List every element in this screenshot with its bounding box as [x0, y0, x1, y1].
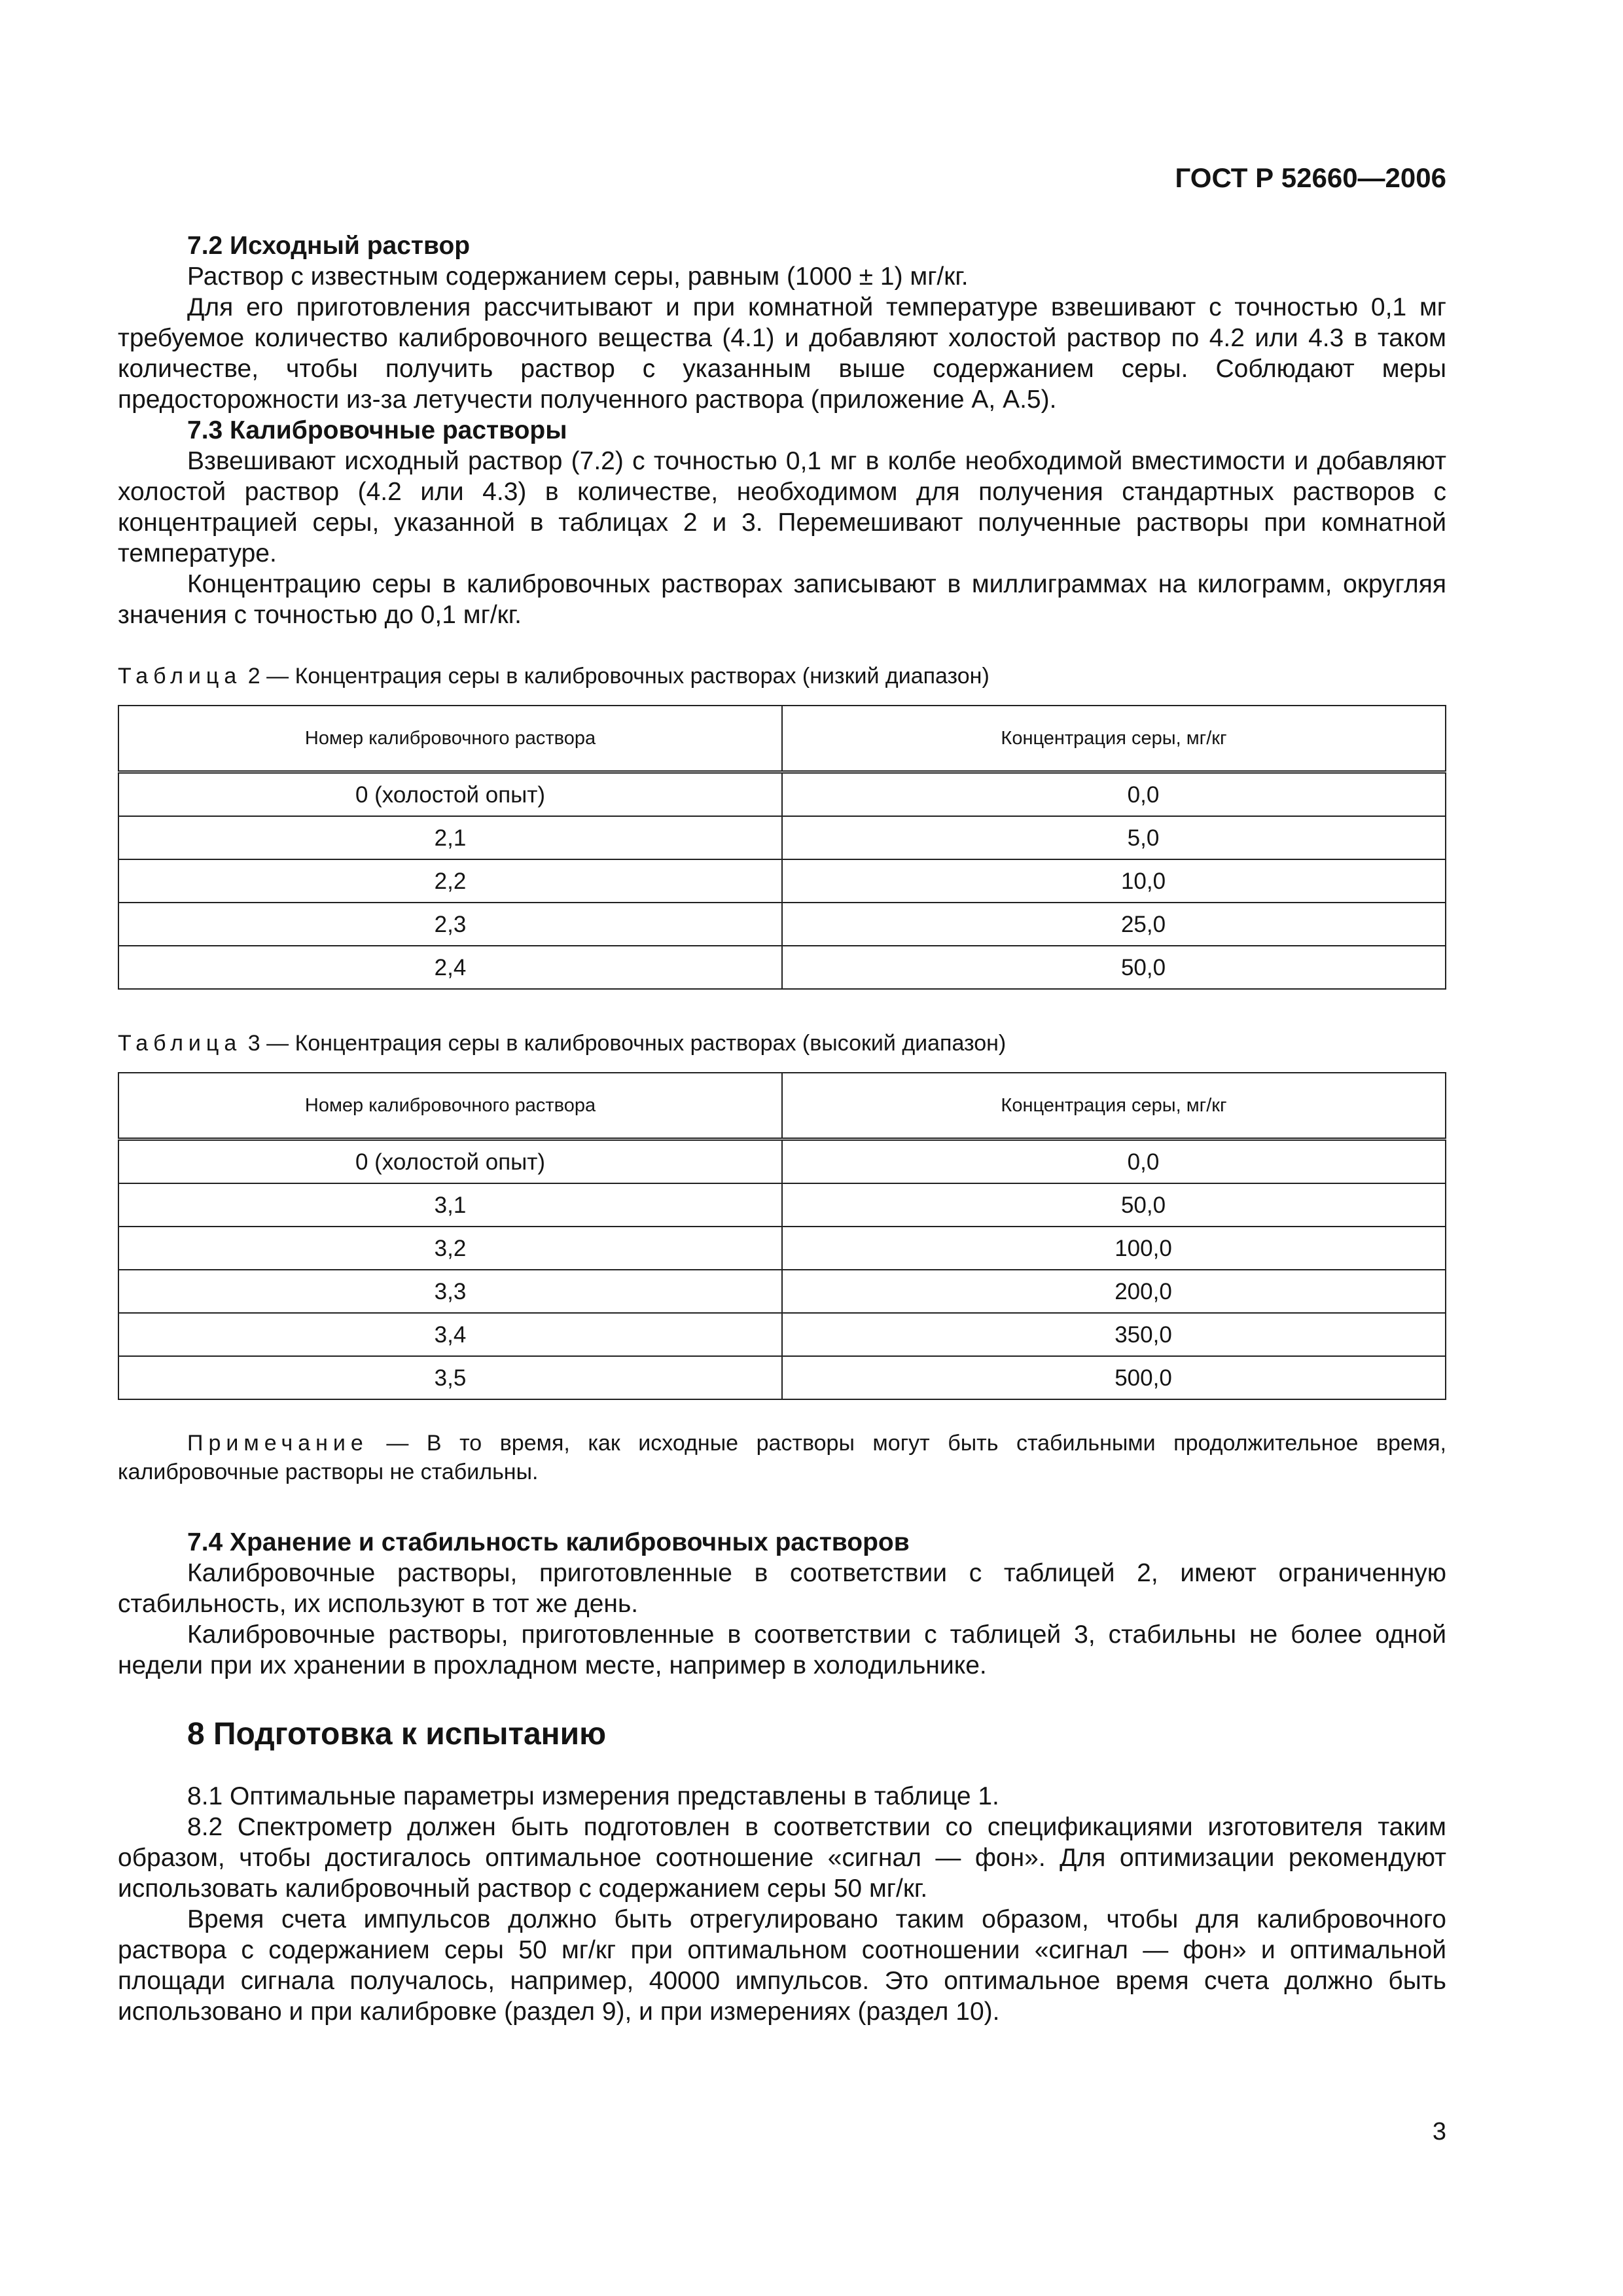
- cell-sulfur-concentration: 350,0: [782, 1313, 1446, 1356]
- section-7-3-paragraph-2: Концентрацию серы в калибровочных растворах записывают в миллиграммах на килограмм, округляя значения с точностью до 0,1 мг/кг.: [118, 570, 1446, 629]
- table-2-body: [118, 772, 1446, 990]
- table-3: [118, 1072, 1446, 1400]
- table-3-header-concentration: Концентрация серы, мг/кг: [782, 1073, 1446, 1139]
- cell-sulfur-concentration: 50,0: [782, 1183, 1446, 1227]
- section-8-paragraph-2: 8.2 Спектрометр должен быть подготовлен в соответствии со спецификациями изготовителя таким образом, чтобы достигалось оптимальное соотношение «сигнал — фон». Для оптимизации рекомендуют использовать калибровочный раствор с содержанием серы 50 мг/кг.: [118, 1813, 1446, 1903]
- cell-solution-number: 0 (холостой опыт): [118, 1139, 782, 1184]
- cell-sulfur-concentration: 50,0: [782, 946, 1446, 989]
- note-text: — В то время, как исходные растворы могут быть стабильными продолжительное время, калибровочные растворы не стабильны.: [118, 1431, 1447, 1484]
- section-7-4-heading: 7.4 Хранение и стабильность калибровочных растворов: [187, 1528, 910, 1556]
- note: [118, 1429, 1446, 1486]
- note-label: Примечание: [187, 1431, 368, 1456]
- table-3-body: [118, 1139, 1446, 1400]
- table-3-label: Таблица: [118, 1031, 242, 1056]
- section-7-3-heading: 7.3 Калибровочные растворы: [187, 416, 567, 444]
- table-3-caption: [118, 1030, 1446, 1056]
- section-7-4-paragraph-2: Калибровочные растворы, приготовленные в соответствии с таблицей 3, стабильны не более одной недели при их хранении в прохладном месте, например в холодильнике.: [118, 1621, 1446, 1679]
- table-2-number: 2: [247, 664, 260, 689]
- table-2-label: Таблица: [118, 664, 242, 689]
- cell-solution-number: 0 (холостой опыт): [118, 772, 782, 817]
- table-row: [118, 1270, 1446, 1313]
- cell-sulfur-concentration: 25,0: [782, 903, 1446, 946]
- cell-sulfur-concentration: 10,0: [782, 859, 1446, 903]
- cell-sulfur-concentration: 200,0: [782, 1270, 1446, 1313]
- cell-sulfur-concentration: 0,0: [782, 1139, 1446, 1184]
- table-3-number: 3: [247, 1031, 260, 1056]
- table-2-caption: [118, 663, 1446, 689]
- table-row: [118, 1227, 1446, 1270]
- table-row: [118, 1313, 1446, 1356]
- table-2: [118, 705, 1446, 990]
- table-row: [118, 1183, 1446, 1227]
- table-2-title: — Концентрация серы в калибровочных растворах (низкий диапазон): [266, 664, 990, 689]
- table-row: [118, 903, 1446, 946]
- section-8-paragraph-3: Время счета импульсов должно быть отрегулировано таким образом, чтобы для калибровочного раствора с содержанием серы 50 мг/кг при оптимальном соотношении «сигнал — фон» и оптимальной площади сигнала получалось, например, 40000 импульсов. Это оптимальное время счета должно быть использовано и при калибровке (раздел 9), и при измерениях (раздел 10).: [118, 1905, 1446, 2026]
- section-8-paragraph-1: 8.1 Оптимальные параметры измерения представлены в таблице 1.: [187, 1782, 999, 1810]
- cell-solution-number: 2,1: [118, 816, 782, 859]
- table-2-header-number: Номер калибровочного раствора: [118, 706, 782, 772]
- cell-solution-number: 3,5: [118, 1356, 782, 1399]
- table-row: [118, 1356, 1446, 1399]
- page-content: [118, 230, 1446, 2027]
- cell-solution-number: 2,2: [118, 859, 782, 903]
- table-row: [118, 772, 1446, 817]
- standard-code: ГОСТ Р 52660—2006: [1175, 162, 1446, 193]
- table-row: [118, 859, 1446, 903]
- section-7-2-paragraph-2: Для его приготовления рассчитывают и при комнатной температуре взвешивают с точностью 0,1 мг требуемое количество калибровочного вещества (4.1) и добавляют холостой раствор по 4.2 или 4.3 в таком количестве, чтобы получить раствор с указанным выше содержанием серы. Соблюдают меры предосторожности из-за летучести полученного раствора (приложение А, А.5).: [118, 293, 1446, 414]
- page-number: 3: [1432, 2118, 1446, 2145]
- cell-solution-number: 3,2: [118, 1227, 782, 1270]
- cell-solution-number: 3,4: [118, 1313, 782, 1356]
- section-7-2-paragraph-1: Раствор с известным содержанием серы, равным (1000 ± 1) мг/кг.: [187, 262, 969, 291]
- table-3-header-number: Номер калибровочного раствора: [118, 1073, 782, 1139]
- section-7-3-paragraph-1: Взвешивают исходный раствор (7.2) с точностью 0,1 мг в колбе необходимой вместимости и добавляют холостой раствор (4.2 или 4.3) в количестве, необходимом для получения стандартных растворов с концентрацией серы, указанной в таблицах 2 и 3. Перемешивают полученные растворы при комнатной температуре.: [118, 447, 1446, 567]
- cell-solution-number: 2,3: [118, 903, 782, 946]
- table-row: [118, 1139, 1446, 1184]
- cell-solution-number: 3,3: [118, 1270, 782, 1313]
- table-3-title: — Концентрация серы в калибровочных растворах (высокий диапазон): [266, 1031, 1007, 1056]
- cell-sulfur-concentration: 0,0: [782, 772, 1446, 817]
- section-8-heading: 8 Подготовка к испытанию: [187, 1717, 607, 1751]
- cell-sulfur-concentration: 500,0: [782, 1356, 1446, 1399]
- cell-solution-number: 2,4: [118, 946, 782, 989]
- table-2-header-concentration: Концентрация серы, мг/кг: [782, 706, 1446, 772]
- table-row: [118, 946, 1446, 989]
- table-row: [118, 816, 1446, 859]
- section-7-4-paragraph-1: Калибровочные растворы, приготовленные в соответствии с таблицей 2, имеют ограниченную стабильность, их используют в тот же день.: [118, 1559, 1446, 1618]
- cell-sulfur-concentration: 100,0: [782, 1227, 1446, 1270]
- section-7-2-heading: 7.2 Исходный раствор: [187, 232, 471, 260]
- cell-sulfur-concentration: 5,0: [782, 816, 1446, 859]
- cell-solution-number: 3,1: [118, 1183, 782, 1227]
